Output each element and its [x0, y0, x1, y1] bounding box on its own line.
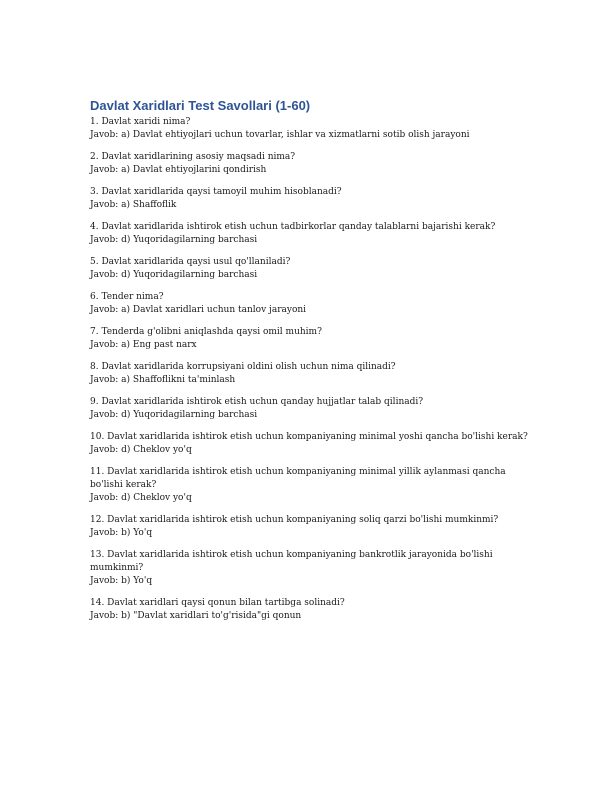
- question-text: 5. Davlat xaridlarida qaysi usul qo'llaniladi?: [90, 257, 291, 267]
- question-text: 3. Davlat xaridlarida qaysi tamoyil muhim hisoblanadi?: [90, 187, 342, 197]
- qa-item: [90, 221, 530, 247]
- qa-item: [90, 151, 530, 177]
- question-text: 7. Tenderda g'olibni aniqlashda qaysi omil muhim?: [90, 327, 322, 337]
- question-text: 4. Davlat xaridlarida ishtirok etish uchun tadbirkorlar qanday talablarni bajarishi kerak?: [90, 222, 496, 232]
- answer-text: Javob: a) Davlat ehtiyojlarini qondirish: [90, 165, 267, 175]
- question-text: 10. Davlat xaridlarida ishtirok etish uchun kompaniyaning minimal yoshi qancha bo'lishi kerak?: [90, 432, 528, 442]
- question-text: 1. Davlat xaridi nima?: [90, 117, 191, 127]
- document-body: [90, 98, 530, 632]
- qa-item: [90, 549, 530, 588]
- answer-text: Javob: b) Yo'q: [90, 528, 153, 538]
- answer-text: Javob: a) Shaffoflik: [90, 200, 177, 210]
- question-text: 11. Davlat xaridlarida ishtirok etish uchun kompaniyaning minimal yillik aylanmasi qancha bo'lishi kerak?: [90, 467, 506, 490]
- qa-item: [90, 116, 530, 142]
- question-text: 9. Davlat xaridlarida ishtirok etish uchun qanday hujjatlar talab qilinadi?: [90, 397, 424, 407]
- qa-item: [90, 361, 530, 387]
- qa-item: [90, 597, 530, 623]
- answer-text: Javob: d) Cheklov yo'q: [90, 493, 192, 503]
- qa-item: [90, 466, 530, 505]
- question-text: 12. Davlat xaridlarida ishtirok etish uchun kompaniyaning soliq qarzi bo'lishi mumkinmi?: [90, 515, 499, 525]
- answer-text: Javob: d) Yuqoridagilarning barchasi: [90, 235, 258, 245]
- answer-text: Javob: b) "Davlat xaridlari to'g'risida"gi qonun: [90, 611, 302, 621]
- answer-text: Javob: a) Davlat ehtiyojlari uchun tovarlar, ishlar va xizmatlarni sotib olish jarayoni: [90, 130, 470, 140]
- qa-item: [90, 186, 530, 212]
- question-text: 8. Davlat xaridlarida korrupsiyani oldini olish uchun nima qilinadi?: [90, 362, 396, 372]
- answer-text: Javob: a) Davlat xaridlari uchun tanlov jarayoni: [90, 305, 307, 315]
- question-text: 6. Tender nima?: [90, 292, 164, 302]
- qa-item: [90, 326, 530, 352]
- qa-item: [90, 291, 530, 317]
- question-text: 2. Davlat xaridlarining asosiy maqsadi nima?: [90, 152, 296, 162]
- answer-text: Javob: b) Yo'q: [90, 576, 153, 586]
- answer-text: Javob: d) Yuqoridagilarning barchasi: [90, 410, 258, 420]
- qa-item: [90, 431, 530, 457]
- question-text: 13. Davlat xaridlarida ishtirok etish uchun kompaniyaning bankrotlik jarayonida bo'lishi mumkinmi?: [90, 550, 493, 573]
- answer-text: Javob: a) Shaffoflikni ta'minlash: [90, 375, 236, 385]
- answer-text: Javob: a) Eng past narx: [90, 340, 197, 350]
- qa-item: [90, 256, 530, 282]
- question-text: 14. Davlat xaridlari qaysi qonun bilan tartibga solinadi?: [90, 598, 345, 608]
- document-title: Davlat Xaridlari Test Savollari (1-60): [90, 98, 311, 113]
- answer-text: Javob: d) Cheklov yo'q: [90, 445, 192, 455]
- qa-item: [90, 396, 530, 422]
- answer-text: Javob: d) Yuqoridagilarning barchasi: [90, 270, 258, 280]
- qa-item: [90, 514, 530, 540]
